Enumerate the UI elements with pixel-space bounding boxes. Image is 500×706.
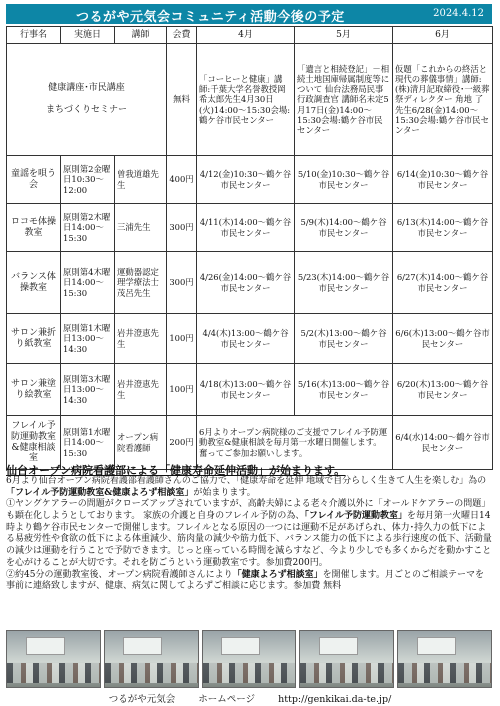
column-header: 会費 bbox=[167, 27, 197, 44]
may-cell: 5/23(木)14:00～鶴ケ谷市民センター bbox=[295, 252, 393, 314]
table-row bbox=[7, 252, 493, 314]
notice-text: 6月より仙台オープン病院看護部看護師さんのご協力で、「健康寿命を延伸 地域で自分らしく生きて人生を楽しむ」為の bbox=[6, 476, 487, 486]
teacher-cell: 岩井澄恵先生 bbox=[115, 314, 167, 364]
table-row bbox=[7, 364, 493, 416]
event-photo bbox=[299, 630, 394, 688]
notice-text: を開催します。月ごとのご相談テーマを事前に連絡致しますが、健康、病気に関してよろずご相談に応じます。参加費 無料 bbox=[6, 569, 484, 592]
issue-date: 2024.4.12 bbox=[433, 8, 484, 19]
table-row bbox=[7, 44, 493, 156]
schedule-cell: 原則第1木曜日13:00～14:30 bbox=[61, 314, 115, 364]
notice-emphasis: 「フレイル予防運動教室」 bbox=[304, 511, 408, 522]
notice-item-2 bbox=[6, 570, 492, 593]
notice-text: ①ヤングケアラーの問題がクローズアップされていますが、高齢夫婦による老々介護以外に「オールドケアラーの問題」も顕在化しようとしております。 家族の介護と自身のフレイル予防の為、 bbox=[6, 499, 491, 522]
event-name: ロコモ体操教室 bbox=[7, 204, 61, 252]
column-header: 6月 bbox=[393, 27, 493, 44]
june-cell: 6/13(木)14:00～鶴ケ谷市民センター bbox=[393, 204, 493, 252]
event-name: サロン兼折り紙教室 bbox=[7, 314, 61, 364]
fee-cell: 300円 bbox=[167, 204, 197, 252]
fee-cell: 100円 bbox=[167, 364, 197, 416]
event-name: 童謡を唄う会 bbox=[7, 156, 61, 204]
footer bbox=[0, 691, 500, 705]
may-cell: 5/16(木)13:00～鶴ケ谷市民センター bbox=[295, 364, 393, 416]
column-header: 行事名 bbox=[7, 27, 61, 44]
teacher-cell: 岩井澄恵先生 bbox=[115, 364, 167, 416]
june-cell: 6/6(木)13:00～鶴ケ谷市民センター bbox=[393, 314, 493, 364]
teacher-cell: 曽我道雄先生 bbox=[115, 156, 167, 204]
photo-strip bbox=[6, 630, 492, 686]
notice-intro bbox=[6, 476, 492, 499]
schedule-cell: 原則第2金曜日10:30～12:00 bbox=[61, 156, 115, 204]
column-header: 実施日 bbox=[61, 27, 115, 44]
april-cell: 4/12(金)10:30～鶴ケ谷市民センター bbox=[197, 156, 295, 204]
fee-cell: 400円 bbox=[167, 156, 197, 204]
notice-title: 仙台オープン病院看護部による「健康寿命延伸活動」が始まります。 bbox=[6, 464, 346, 477]
event-name: サロン兼塗り絵教室 bbox=[7, 364, 61, 416]
schedule-cell: 原則第2木曜日14:00～15:30 bbox=[61, 204, 115, 252]
notice-text: を毎月第一火曜日14時より鶴ケ谷市民センターで開催します。フレイルとなる原因の一つには運動不足があげられ、体力･持久力の低下による易疲労性や食欲の低下による体重減少、筋肉量の減少や筋力低下、バランス能力の低下による歩行速度の低下、活動量の減少は運動を行うことで予防できます。じっと座っている時間を減らすなど、今より少しでも多くからだを動かすことを心がけることが大切です。それを防ごうという運動教室です。参加費200円。 bbox=[6, 511, 492, 568]
teacher-cell: オープン病院看護師 bbox=[115, 416, 167, 470]
may-cell: 5/10(金)10:30～鶴ケ谷市民センター bbox=[295, 156, 393, 204]
homepage-link[interactable]: http://genkikai.da-te.jp/ bbox=[278, 694, 392, 705]
may-cell: 5/9(木)14:00～鶴ケ谷市民センター bbox=[295, 204, 393, 252]
column-header: 4月 bbox=[197, 27, 295, 44]
event-photo bbox=[202, 630, 297, 688]
header-banner bbox=[6, 4, 492, 24]
footer-org: つるがや元気会 bbox=[108, 694, 176, 705]
april-cell: 「コーヒーと健康」講師:千葉大学名誉教授岡希太郎先生4月30日(火)14:00～15:30会場:鶴ケ谷市民センター bbox=[197, 44, 295, 156]
june-cell: 6/20(木)13:00～鶴ケ谷市民センター bbox=[393, 364, 493, 416]
column-header: 講師 bbox=[115, 27, 167, 44]
page-title: つるがや元気会コミュニティ活動今後の予定 bbox=[76, 10, 345, 25]
fee-cell: 300円 bbox=[167, 252, 197, 314]
footer-homepage-label: ホームページ bbox=[198, 694, 256, 705]
event-name: フレイル予防運動教室&健康相談室 bbox=[7, 416, 61, 470]
event-photo bbox=[104, 630, 199, 688]
notice-text: ②約45分の運動教室後、オープン病院看護師さんにより bbox=[6, 569, 233, 580]
event-photo bbox=[397, 630, 492, 688]
event-name: バランス体操教室 bbox=[7, 252, 61, 314]
june-cell: 6/14(金)10:30～鶴ケ谷市民センター bbox=[393, 156, 493, 204]
april-may-cell: 6月よりオープン病院様のご支援でフレイル予防運動教室&健康相談を毎月第一水曜日開催します。奮ってご参加お願いします。 bbox=[197, 416, 393, 470]
notice-body bbox=[6, 476, 492, 593]
event-name: 健康講座･市民講座 まちづくりセミナー bbox=[7, 44, 167, 156]
fee-cell: 100円 bbox=[167, 314, 197, 364]
table-header-row bbox=[7, 27, 493, 44]
notice-emphasis: 「健康よろず相談室」 bbox=[232, 569, 323, 580]
april-cell: 4/18(木)13:00～鶴ケ谷市民センター bbox=[197, 364, 295, 416]
june-cell: 6/27(木)14:00～鶴ケ谷市民センター bbox=[393, 252, 493, 314]
may-cell: 5/2(木)13:00～鶴ケ谷市民センター bbox=[295, 314, 393, 364]
table-row bbox=[7, 156, 493, 204]
fee-cell: 200円 bbox=[167, 416, 197, 470]
teacher-cell: 運動器認定理学療法士茂呂先生 bbox=[115, 252, 167, 314]
schedule-cell: 原則第3木曜日13:00～14:30 bbox=[61, 364, 115, 416]
teacher-cell: 三浦先生 bbox=[115, 204, 167, 252]
notice-item-1 bbox=[6, 499, 492, 569]
event-photo bbox=[6, 630, 101, 688]
schedule-cell: 原則第1水曜日14:00～15:30 bbox=[61, 416, 115, 470]
schedule-table bbox=[6, 26, 493, 470]
table-row bbox=[7, 314, 493, 364]
table-row bbox=[7, 204, 493, 252]
fee-cell: 無料 bbox=[167, 44, 197, 156]
june-cell: 6/4(水)14:00～鶴ケ谷市民センター bbox=[393, 416, 493, 470]
april-cell: 4/11(木)14:00～鶴ケ谷市民センター bbox=[197, 204, 295, 252]
april-cell: 4/26(金)14:00～鶴ケ谷市民センター bbox=[197, 252, 295, 314]
may-cell: 「遺言と相続登記」－相続土地国庫帰属制度等について 仙台法務局民事行政調査官 講師名未定5月17日(金)14:00～15:30会場:鶴ケ谷市民センター bbox=[295, 44, 393, 156]
column-header: 5月 bbox=[295, 27, 393, 44]
notice-text: が始まります。 bbox=[193, 487, 256, 498]
schedule-cell: 原則第4木曜日14:00～15:30 bbox=[61, 252, 115, 314]
june-cell: 仮題「これからの終活と現代の葬儀事情」講師:(株)清月記取締役･一級葬祭ディレクター 角地 了先生6/28(金)14:00～15:30会場:鶴ケ谷市民センター bbox=[393, 44, 493, 156]
notice-emphasis: 「フレイル予防運動教室&健康よろず相談室」 bbox=[6, 487, 194, 498]
april-cell: 4/4(木)13:00～鶴ケ谷市民センター bbox=[197, 314, 295, 364]
